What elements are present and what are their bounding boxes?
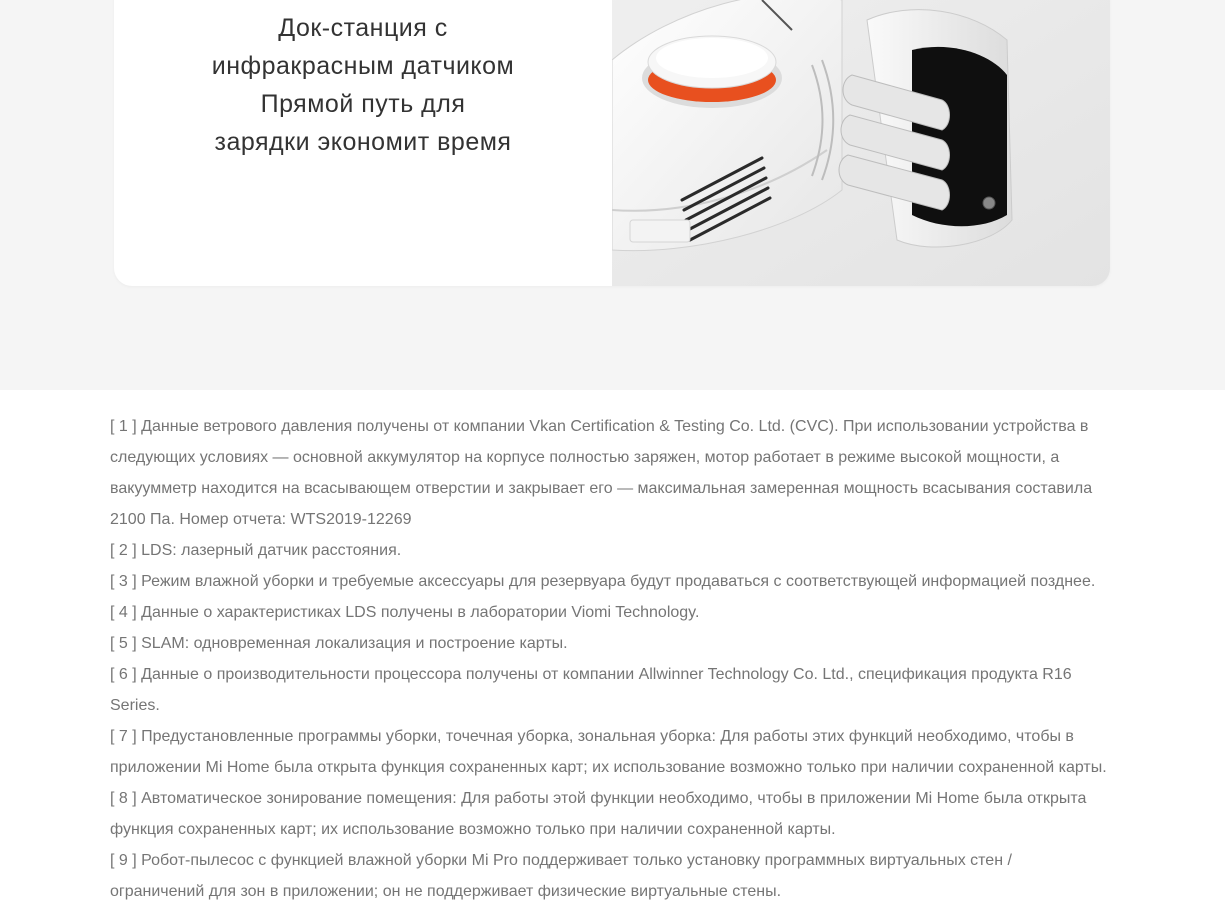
footnote-item: [ 3 ] Режим влажной уборки и требуемые аксессуары для резервуара будут продаваться с соответствующей информацией позднее. [110, 573, 1096, 590]
feature-text-block [114, 0, 612, 286]
footnote-item: [ 6 ] Данные о производительности процессора получены от компании Allwinner Technology Co. Ltd., спецификация продукта R16 Series. [110, 666, 1072, 714]
feature-heading-line: Док-станция с [278, 14, 448, 42]
feature-heading-line: зарядки экономит время [214, 128, 512, 156]
feature-heading-line: Прямой путь для [260, 90, 466, 118]
feature-section [0, 0, 1225, 390]
feature-card [114, 0, 1110, 286]
footnotes-section [0, 390, 1225, 918]
feature-heading-line: инфракрасным датчиком [211, 52, 515, 80]
footnote-item: [ 4 ] Данные о характеристиках LDS получены в лаборатории Viomi Technology. [110, 604, 700, 621]
footnote-item: [ 1 ] Данные ветрового давления получены от компании Vkan Certification & Testing Co. Ltd. (CVC). При использовании устройства в следующих условиях — основной аккумулятор на корпусе полностью заряжен, мотор работает в режиме высокой мощности, а вакуумметр находится на всасывающем отверстии и закрывает его — максимальная замеренная мощность всасывания составила 2100 Па. Номер отчета: WTS2019-12269 [110, 418, 1093, 528]
footnote-item: [ 8 ] Автоматическое зонирование помещения: Для работы этой функции необходимо, чтобы в приложении Mi Home была открыта функция сохраненных карт; их использование возможно только при наличии сохраненной карты. [110, 790, 1087, 838]
footnotes-list [110, 411, 1110, 907]
footnote-item: [ 9 ] Робот-пылесос с функцией влажной уборки Mi Pro поддерживает только установку программных виртуальных стен / ограничений для зон в приложении; он не поддерживает физические виртуальные стены. [110, 852, 1012, 900]
footnote-item: [ 7 ] Предустановленные программы уборки, точечная уборка, зональная уборка: Для работы этих функций необходимо, чтобы в приложении Mi Home была открыта функция сохраненных карт; их использование возможно только при наличии сохраненной карты. [110, 728, 1107, 776]
footnote-item: [ 5 ] SLAM: одновременная локализация и построение карты. [110, 635, 568, 652]
footnote-item: [ 2 ] LDS: лазерный датчик расстояния. [110, 542, 402, 559]
robot-vacuum-dock-image [612, 0, 1110, 286]
